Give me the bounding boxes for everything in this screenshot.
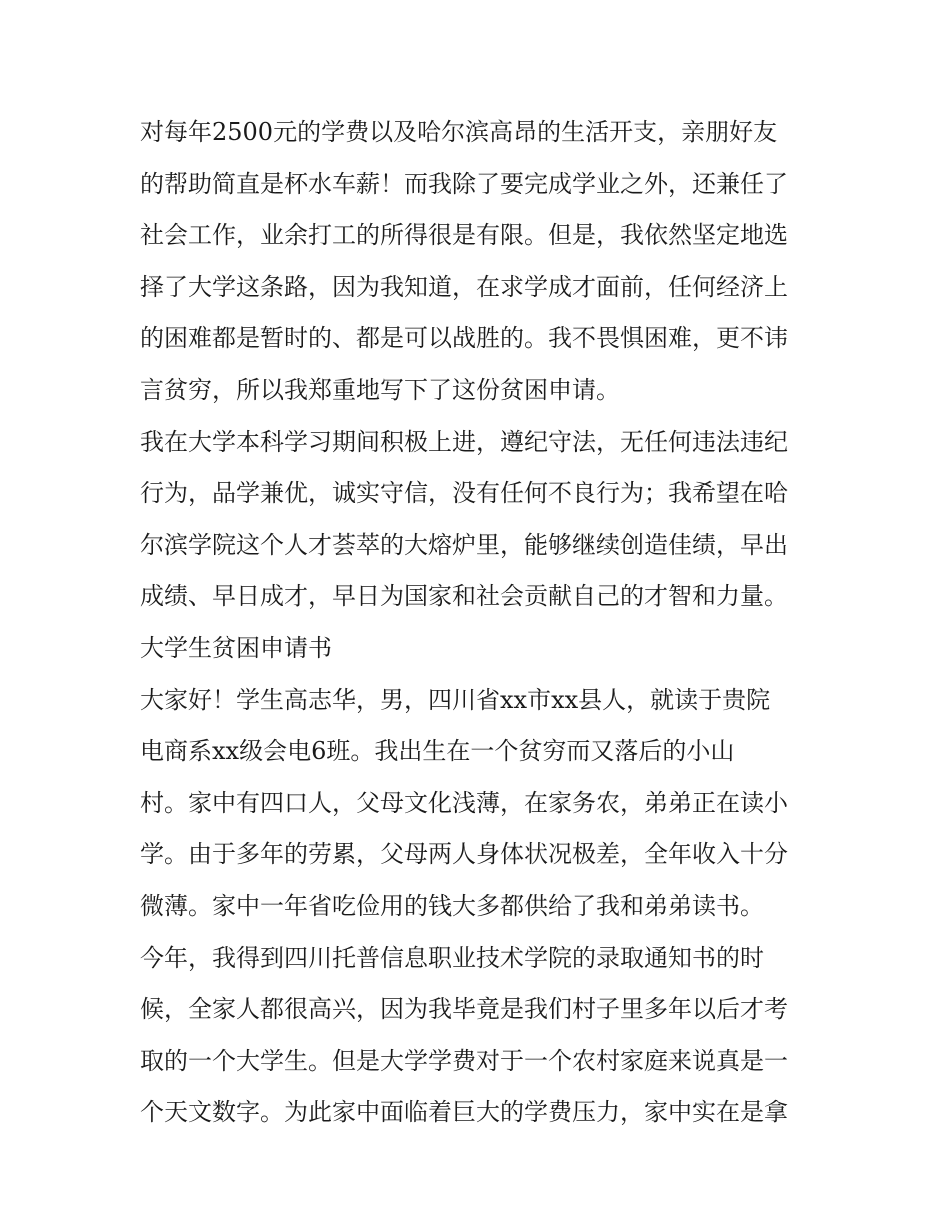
text-line: 尔滨学院这个人才荟萃的大熔炉里，能够继续创造佳绩，早出 (140, 530, 788, 559)
text-line: 行为，品学兼优，诚实守信，没有任何不良行为；我希望在哈 (140, 479, 788, 508)
section-heading: 大学生贫困申请书 (140, 633, 332, 662)
text-line: 候，全家人都很高兴，因为我毕竟是我们村子里多年以后才考 (140, 995, 788, 1024)
text-line: 村。家中有四口人，父母文化浅薄，在家务农，弟弟正在读小 (140, 788, 788, 817)
text-line: 的帮助简直是杯水车薪！而我除了要完成学业之外，还兼任了 (140, 169, 788, 198)
text-line: 取的一个大学生。但是大学学费对于一个农村家庭来说真是一 (140, 1046, 788, 1075)
text-line: 学。由于多年的劳累，父母两人身体状况极差，全年收入十分 (140, 840, 788, 869)
text-line: 个天文数字。为此家中面临着巨大的学费压力，家中实在是拿 (140, 1098, 788, 1127)
text-line: 择了大学这条路，因为我知道，在求学成才面前，任何经济上 (140, 272, 788, 301)
text-line: 对每年2500元的学费以及哈尔滨高昂的生活开支，亲朋好友 (140, 118, 778, 146)
text-line: 电商系xx级会电6班。我出生在一个贫穷而又落后的小山 (140, 737, 735, 766)
text-line: 大家好！学生高志华，男，四川省xx市xx县人，就读于贵院 (140, 685, 771, 714)
text-line: 社会工作，业余打工的所得很是有限。但是，我依然坚定地选 (140, 221, 788, 250)
text-line: 的困难都是暂时的、都是可以战胜的。我不畏惧困难，更不讳 (140, 324, 788, 353)
document-body (140, 107, 830, 1139)
text-line: 成绩、早日成才，早日为国家和社会贡献自己的才智和力量。 (140, 582, 788, 611)
text-line: 今年，我得到四川托普信息职业技术学院的录取通知书的时 (140, 943, 764, 972)
text-line: 我在大学本科学习期间积极上进，遵纪守法，无任何违法违纪 (140, 427, 788, 456)
text-line: 言贫穷，所以我郑重地写下了这份贫困申请。 (140, 375, 620, 404)
text-line: 微薄。家中一年省吃俭用的钱大多都供给了我和弟弟读书。 (140, 891, 764, 920)
